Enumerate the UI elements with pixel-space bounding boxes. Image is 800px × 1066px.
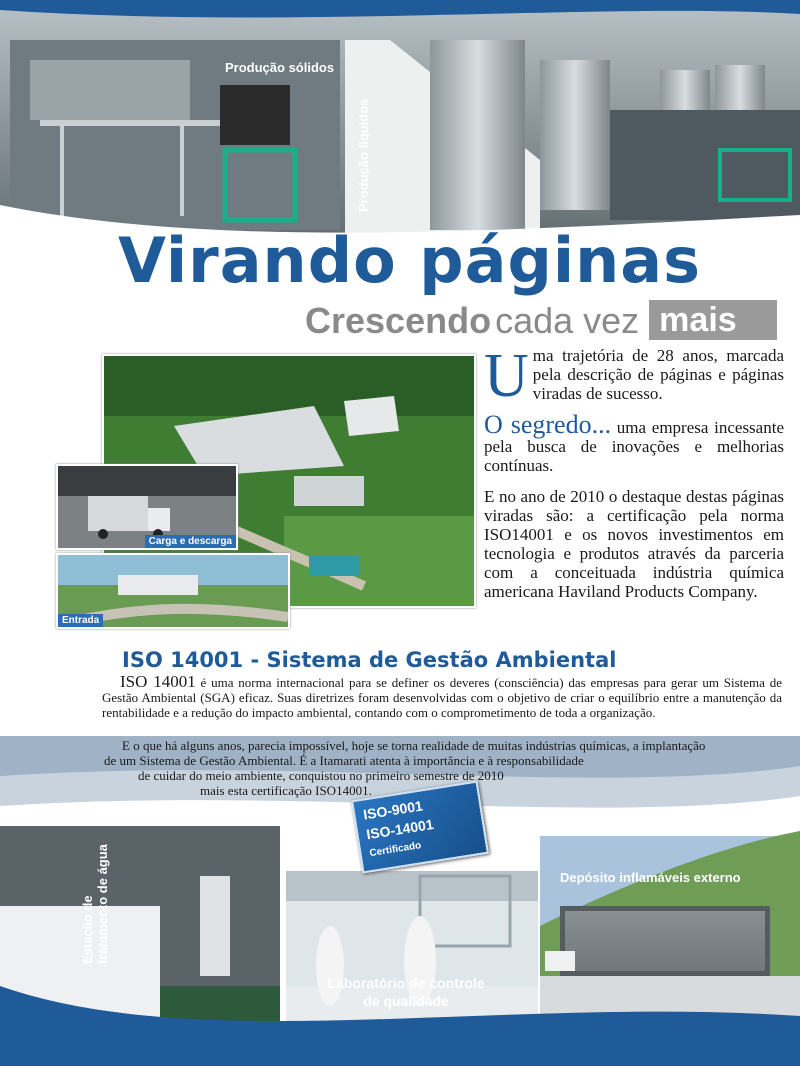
intro-paragraph-2: O segredo... uma empresa incessante pela busca de inovações e melhorias contínuas. xyxy=(484,410,784,475)
factory-photo xyxy=(0,0,800,250)
drop-cap: U xyxy=(484,342,529,410)
caption-deposito-inflamaveis: Depósito inflamáveis externo xyxy=(560,870,741,885)
caption-entrada: Entrada xyxy=(58,614,103,627)
top-photo-band xyxy=(0,0,800,250)
iso-paragraph-1: ISO 14001 é uma norma internacional para se definer os deveres (consciência) das empresas para gerar um Sistema de Gestão Ambiental (SGA) eficaz. Suas diretrizes foram desenvolvidas com o objetivo de criar o equilíbrio entre a manutenção da rentabilidade e a redução do impacto ambiental, contando com o comprometimento de toda a organização. xyxy=(102,672,782,720)
cert-label: Certificado xyxy=(368,840,423,860)
intro-paragraph-3: E no ano de 2010 o destaque destas páginas viradas são: a certificação pela norma ISO14001 e os novos investimentos em tecnologia e produtos através da parceria com a conceituada indústria química americana Haviland Products Company. xyxy=(484,487,784,601)
cert-iso-9001: ISO-9001 xyxy=(362,797,424,823)
caption-carga-descarga: Carga e descarga xyxy=(145,535,236,548)
iso-paragraph-2: E o que há alguns anos, parecia impossível, hoje se torna realidade de muitas indústrias químicas, a implantação de um Sistema de Gestão Ambiental. É a Itamarati atenta à importância e à responsabilidade de cuidar do meio ambiente, conquistou no primeiro semestre de 2010 mais esta certificação ISO14001. xyxy=(104,738,706,798)
subtitle-box: mais xyxy=(649,300,777,340)
cert-iso-14001: ISO-14001 xyxy=(365,815,435,843)
caption-producao-solidos: Produção sólidos xyxy=(225,60,335,75)
carga-photo xyxy=(56,464,238,550)
caption-laboratorio: Laboratório de controle de qualidade xyxy=(327,975,485,1009)
intro-text xyxy=(484,342,784,613)
subtitle-regular: cada vez xyxy=(495,300,640,341)
subtitle xyxy=(305,300,777,340)
iso-section-title: ISO 14001 - Sistema de Gestão Ambiental xyxy=(122,648,617,672)
caption-estacao-agua: Estação de tratamento de água xyxy=(80,844,110,964)
subtitle-bold: Crescendo xyxy=(305,300,492,341)
caption-producao-liquidos: Produção líquidos xyxy=(356,98,371,212)
entrada-photo xyxy=(56,553,290,629)
page-title: Virando páginas xyxy=(118,224,701,297)
segredo-heading: O segredo... xyxy=(484,410,612,439)
iso-lead: ISO 14001 xyxy=(120,672,196,691)
intro-paragraph-1: Uma trajetória de 28 anos, marcada pela descrição de páginas e páginas viradas de sucesso. xyxy=(484,342,784,410)
